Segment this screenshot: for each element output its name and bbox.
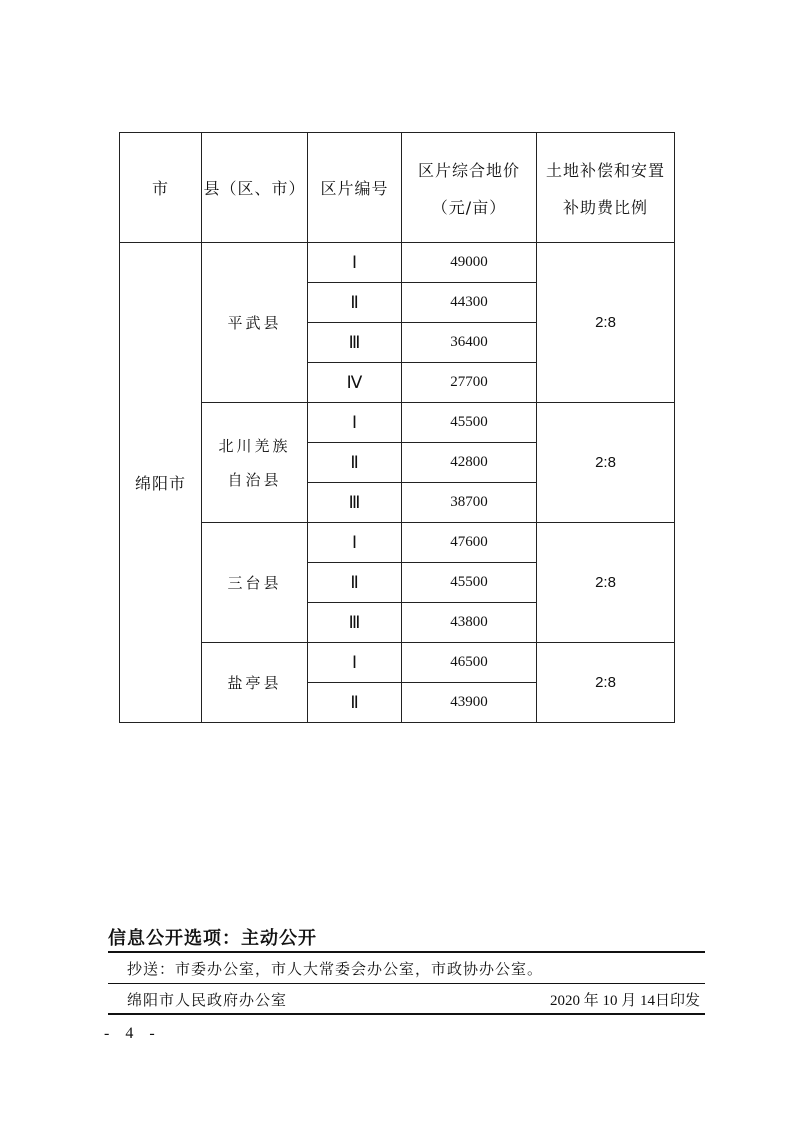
header-price-line2: （元/亩）	[431, 197, 507, 217]
table-row	[120, 243, 675, 283]
date-year: 2020	[549, 993, 580, 1009]
header-county: 县（区、市）	[202, 133, 308, 243]
zone-cell: Ⅳ	[308, 363, 402, 403]
header-zone: 区片编号	[308, 133, 402, 243]
price-cell: 43900	[402, 683, 537, 723]
zone-cell: Ⅱ	[308, 683, 402, 723]
price-cell: 43800	[402, 603, 537, 643]
disclosure-option: 信息公开选项：主动公开	[108, 928, 317, 949]
ratio-cell: 2:8	[537, 243, 675, 403]
date-day: 14	[639, 993, 655, 1009]
land-price-table	[119, 132, 675, 723]
issue-date	[550, 989, 700, 1010]
county-name-line: 盐亭县	[227, 673, 282, 692]
zone-cell: Ⅱ	[308, 563, 402, 603]
county-name-line: 三台县	[227, 573, 282, 592]
price-cell: 45500	[402, 563, 537, 603]
zone-cell: Ⅰ	[308, 243, 402, 283]
footer-middle-rule	[108, 983, 705, 984]
date-month: 10	[602, 993, 618, 1009]
price-cell: 36400	[402, 323, 537, 363]
zone-cell: Ⅲ	[308, 603, 402, 643]
footer-bottom-rule	[108, 1013, 705, 1015]
city-cell: 绵阳市	[120, 243, 202, 723]
page-number: - 4 -	[104, 1025, 161, 1042]
zone-cell: Ⅱ	[308, 443, 402, 483]
header-ratio	[537, 133, 675, 243]
ratio-cell: 2:8	[537, 643, 675, 723]
table-header-row	[120, 133, 675, 243]
county-cell	[202, 243, 308, 403]
zone-cell: Ⅰ	[308, 523, 402, 563]
zone-cell: Ⅰ	[308, 403, 402, 443]
zone-cell: Ⅲ	[308, 323, 402, 363]
header-ratio-line1: 土地补偿和安置	[545, 160, 665, 180]
county-name-line: 平武县	[227, 313, 282, 332]
table-row	[120, 403, 675, 443]
price-cell: 44300	[402, 283, 537, 323]
price-cell: 27700	[402, 363, 537, 403]
county-name-line: 北川羌族	[218, 436, 291, 455]
county-cell	[202, 403, 308, 523]
issuer: 绵阳市人民政府办公室	[127, 991, 288, 1009]
ratio-cell: 2:8	[537, 403, 675, 523]
zone-cell: Ⅲ	[308, 483, 402, 523]
price-cell: 47600	[402, 523, 537, 563]
ratio-cell: 2:8	[537, 523, 675, 643]
table-body	[120, 243, 675, 723]
price-cell: 42800	[402, 443, 537, 483]
price-cell: 46500	[402, 643, 537, 683]
date-year-char: 年	[583, 991, 599, 1009]
county-cell	[202, 523, 308, 643]
footer-top-rule	[108, 951, 705, 953]
header-price-line1: 区片综合地价	[417, 160, 520, 180]
zone-cell: Ⅰ	[308, 643, 402, 683]
date-month-char: 月	[621, 991, 637, 1009]
copy-to-line: 抄送：市委办公室，市人大常委会办公室，市政协办公室。	[127, 960, 544, 978]
price-cell: 38700	[402, 483, 537, 523]
county-cell	[202, 643, 308, 723]
date-day-char: 日印发	[654, 991, 700, 1009]
header-city: 市	[120, 133, 202, 243]
header-price	[402, 133, 537, 243]
header-ratio-line2: 补助费比例	[562, 197, 648, 217]
price-cell: 45500	[402, 403, 537, 443]
table-row	[120, 523, 675, 563]
price-cell: 49000	[402, 243, 537, 283]
zone-cell: Ⅱ	[308, 283, 402, 323]
county-name-line: 自治县	[227, 470, 282, 489]
table-row	[120, 643, 675, 683]
